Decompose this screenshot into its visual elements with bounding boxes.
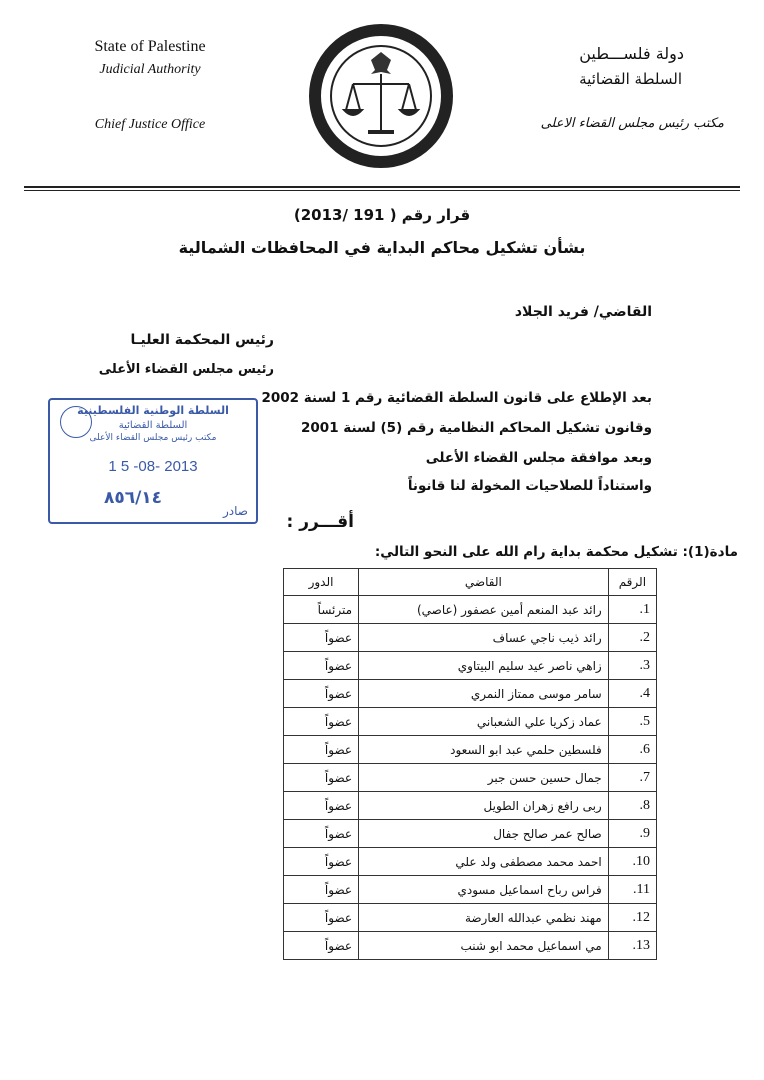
row-judge-role: عضواً	[284, 848, 359, 876]
table-row	[284, 708, 657, 736]
legal-basis-line: واستناداً للصلاحيات المخولة لنا قانوناً	[407, 478, 652, 494]
outgoing-stamp	[48, 398, 258, 524]
header-divider-thin	[24, 190, 740, 191]
table-row	[284, 932, 657, 960]
legal-basis-line: بعد الإطلاع على قانون السلطة القضائية رقم 1 لسنة 2002	[261, 390, 652, 406]
judge-title-supreme-court: رئيس المحكمة العليـا	[130, 332, 274, 348]
row-number: 9.	[608, 820, 656, 848]
row-judge-role: عضواً	[284, 764, 359, 792]
english-authority-name: Judicial Authority	[99, 62, 201, 77]
row-number: 5.	[608, 708, 656, 736]
row-number: 11.	[608, 876, 656, 904]
eagle-icon	[371, 52, 391, 74]
table-row	[284, 596, 657, 624]
english-state-name: State of Palestine	[94, 38, 206, 55]
row-judge-name: رائد ذيب ناجي عساف	[359, 624, 609, 652]
stamp-line: مكتب رئيس مجلس القضاء الأعلى	[89, 433, 217, 443]
table-row	[284, 624, 657, 652]
row-judge-role: عضواً	[284, 736, 359, 764]
table-row	[284, 764, 657, 792]
row-judge-role: عضواً	[284, 932, 359, 960]
row-judge-name: مهند نظمي عبدالله العارضة	[359, 904, 609, 932]
table-header-row	[284, 569, 657, 596]
arabic-authority-name: السلطة القضائية	[579, 70, 682, 88]
row-number: 8.	[608, 792, 656, 820]
row-judge-name: رائد عبد المنعم أمين عصفور (عاصي)	[359, 596, 609, 624]
row-number: 7.	[608, 764, 656, 792]
table-row	[284, 652, 657, 680]
article-1-heading: مادة(1): تشكيل محكمة بداية رام الله على النحو التالي:	[374, 544, 738, 560]
header-divider	[24, 186, 740, 188]
row-judge-name: جمال حسين حسن جبر	[359, 764, 609, 792]
row-judge-name: فراس رباح اسماعيل مسودي	[359, 876, 609, 904]
row-judge-role: عضواً	[284, 820, 359, 848]
resolved-heading: أقـــرر :	[286, 512, 354, 532]
table-row	[284, 792, 657, 820]
table-row	[284, 848, 657, 876]
table-row	[284, 876, 657, 904]
row-number: 12.	[608, 904, 656, 932]
row-number: 4.	[608, 680, 656, 708]
scales-of-justice-icon	[344, 74, 418, 132]
column-header-judge: القاضي	[359, 569, 609, 596]
decision-number: قرار رقم ( 191 /2013)	[293, 206, 471, 224]
judge-title-council: رئيس مجلس القضاء الأعلى	[98, 362, 274, 377]
stamp-outgoing-label: صادر	[223, 504, 248, 518]
row-judge-role: عضواً	[284, 876, 359, 904]
table-row	[284, 904, 657, 932]
row-number: 2.	[608, 624, 656, 652]
stamp-line: السلطة الوطنية الفلسطينية	[77, 404, 229, 417]
table-row	[284, 736, 657, 764]
row-judge-role: عضواً	[284, 624, 359, 652]
row-judge-name: زاهي ناصر عيد سليم البيتاوي	[359, 652, 609, 680]
judicial-authority-seal-logo	[308, 22, 454, 170]
row-judge-role: عضواً	[284, 680, 359, 708]
arabic-state-name: دولة فلســـطين	[579, 44, 684, 63]
row-judge-name: ربى رافع زهران الطويل	[359, 792, 609, 820]
row-judge-name: صالح عمر صالح جفال	[359, 820, 609, 848]
stamp-line: السلطة القضائية	[118, 420, 188, 431]
row-number: 3.	[608, 652, 656, 680]
row-judge-role: عضواً	[284, 904, 359, 932]
row-judge-name: سامر موسى ممتاز النمري	[359, 680, 609, 708]
column-header-role: الدور	[284, 569, 359, 596]
table-row	[284, 680, 657, 708]
row-judge-name: عماد زكريا علي الشعباني	[359, 708, 609, 736]
row-judge-name: مي اسماعيل محمد ابو شنب	[359, 932, 609, 960]
stamp-date: 1 5 -08- 2013	[108, 458, 198, 475]
row-number: 10.	[608, 848, 656, 876]
judge-name: القاضي/ فريد الجلاد	[514, 304, 652, 320]
row-judge-name: فلسطين حلمي عبد ابو السعود	[359, 736, 609, 764]
judges-table	[283, 568, 657, 960]
row-judge-role: عضواً	[284, 708, 359, 736]
row-judge-role: عضواً	[284, 792, 359, 820]
row-judge-role: عضواً	[284, 652, 359, 680]
stamp-handwritten-number: ٨٥٦/١٤	[103, 488, 163, 508]
row-number: 1.	[608, 596, 656, 624]
arabic-office-name: مكتب رئيس مجلس القضاء الاعلى	[540, 116, 724, 131]
legal-basis-line: وقانون تشكيل المحاكم النظامية رقم (5) لسنة 2001	[301, 420, 652, 436]
column-header-number: الرقم	[608, 569, 656, 596]
row-judge-name: احمد محمد مصطفى ولد علي	[359, 848, 609, 876]
row-number: 6.	[608, 736, 656, 764]
decision-subject: بشأن تشكيل محاكم البداية في المحافظات الشمالية	[178, 238, 586, 257]
legal-basis-line: وبعد موافقة مجلس القضاء الأعلى	[425, 450, 652, 466]
table-row	[284, 820, 657, 848]
row-judge-role: مترئساً	[284, 596, 359, 624]
english-office-name: Chief Justice Office	[94, 117, 206, 132]
row-number: 13.	[608, 932, 656, 960]
